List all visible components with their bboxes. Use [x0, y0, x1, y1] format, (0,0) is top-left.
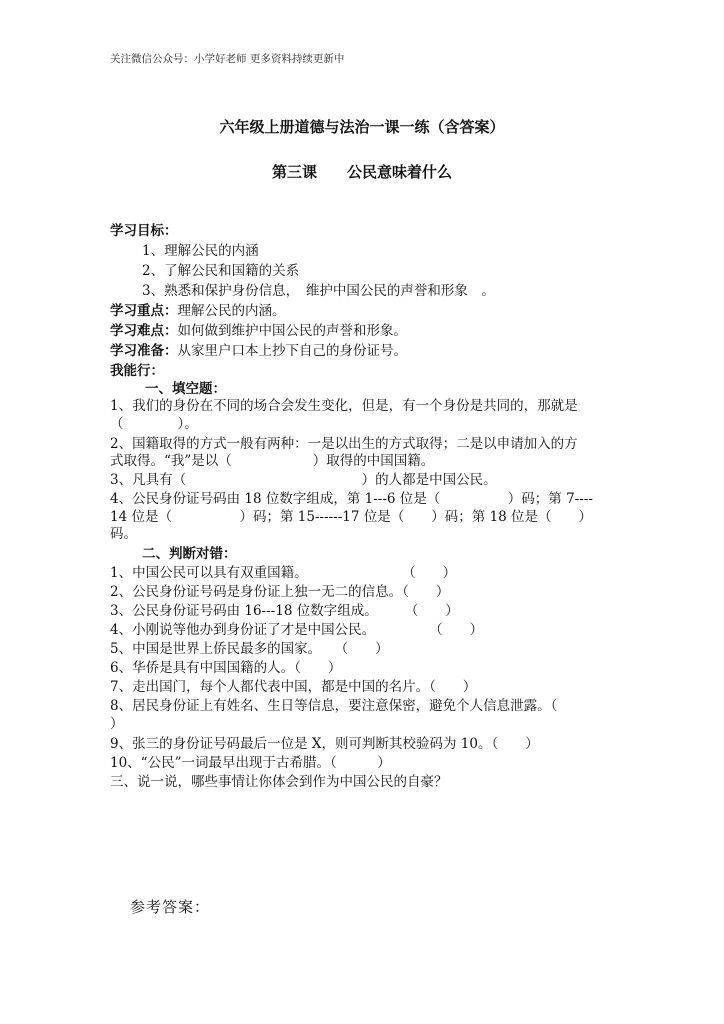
fill-heading: 一、填空题： — [145, 381, 226, 397]
speak-question: 三、说一说，哪些事情让你体会到作为中国公民的自豪？ — [110, 774, 448, 790]
fill-line: 4、公民身份证号码由 18 位数字组成，第 1---6 位是（ ）码；第 7---- — [110, 491, 593, 507]
goal-item: 3、熟悉和保护身份信息， 维护中国公民的声誉和形象 。 — [142, 283, 495, 299]
prep-line — [110, 342, 407, 360]
document-title: 六年级上册道德与法治一课一练（含答案） — [219, 118, 505, 136]
header-note: 关注微信公众号：小学好老师 更多资料持续更新中 — [110, 53, 345, 65]
judge-line: 2、公民身份证号码是身份证上独一无二的信息。（ ） — [110, 584, 450, 600]
fill-line: 式取得。“我”是以（ ）取得的中国国籍。 — [110, 453, 435, 469]
judge-line: 4、小刚说等他办到身份证了才是中国公民。 （ ） — [110, 622, 484, 638]
judge-heading: 二、判断对错： — [142, 546, 237, 562]
difficulty-label: 学习难点： — [110, 323, 178, 339]
focus-line — [110, 302, 286, 320]
fill-line: 码。 — [110, 526, 137, 542]
judge-line: ） — [110, 716, 124, 732]
answers-label: 参考答案： — [130, 898, 211, 916]
fill-line: 2、国籍取得的方式一般有两种：一是以出生的方式取得；二是以申请加入的方 — [110, 436, 578, 452]
fill-line: 3、凡具有（ ）的人都是中国公民。 — [110, 472, 497, 488]
judge-line: 8、居民身份证上有姓名、生日等信息，要注意保密，避免个人信息泄露。（ — [110, 698, 558, 714]
focus-text: 理解公民的内涵。 — [177, 303, 286, 319]
goal-item: 1、理解公民的内涵 — [142, 243, 259, 259]
ability-label: 我能行： — [110, 363, 164, 379]
lesson-title: 第三课 公民意味着什么 — [271, 163, 452, 181]
difficulty-line — [110, 322, 407, 340]
difficulty-text: 如何做到维护中国公民的声誉和形象。 — [177, 323, 407, 339]
focus-label: 学习重点： — [110, 303, 178, 319]
judge-line: 1、中国公民可以具有双重国籍。 （ ） — [110, 565, 457, 581]
fill-line: 14 位是（ ）码；第 15------17 位是（ ）码；第 18 位是（ ） — [110, 509, 593, 525]
judge-line: 9、张三的身份证号码最后一位是 X，则可判断其校验码为 10。（ ） — [110, 736, 539, 752]
goal-item: 2、了解公民和国籍的关系 — [142, 263, 300, 279]
judge-line: 5、中国是世界上侨民最多的国家。 （ ） — [110, 641, 389, 657]
prep-text: 从家里户口本上抄下自己的身份证号。 — [177, 343, 407, 359]
fill-line: （ ）。 — [110, 416, 198, 432]
fill-line: 1、我们的身份在不同的场合会发生变化，但是，有一个身份是共同的，那就是 — [110, 398, 578, 414]
judge-line: 10、“公民”一词最早出现于古希腊。（ ） — [110, 755, 391, 771]
prep-label: 学习准备： — [110, 343, 178, 359]
judge-line: 7、走出国门，每个人都代表中国，都是中国的名片。（ ） — [110, 679, 477, 695]
judge-line: 6、华侨是具有中国国籍的人。（ ） — [110, 660, 342, 676]
judge-line: 3、公民身份证号码由 16---18 位数字组成。 （ ） — [110, 603, 459, 619]
goals-label: 学习目标： — [110, 223, 178, 239]
